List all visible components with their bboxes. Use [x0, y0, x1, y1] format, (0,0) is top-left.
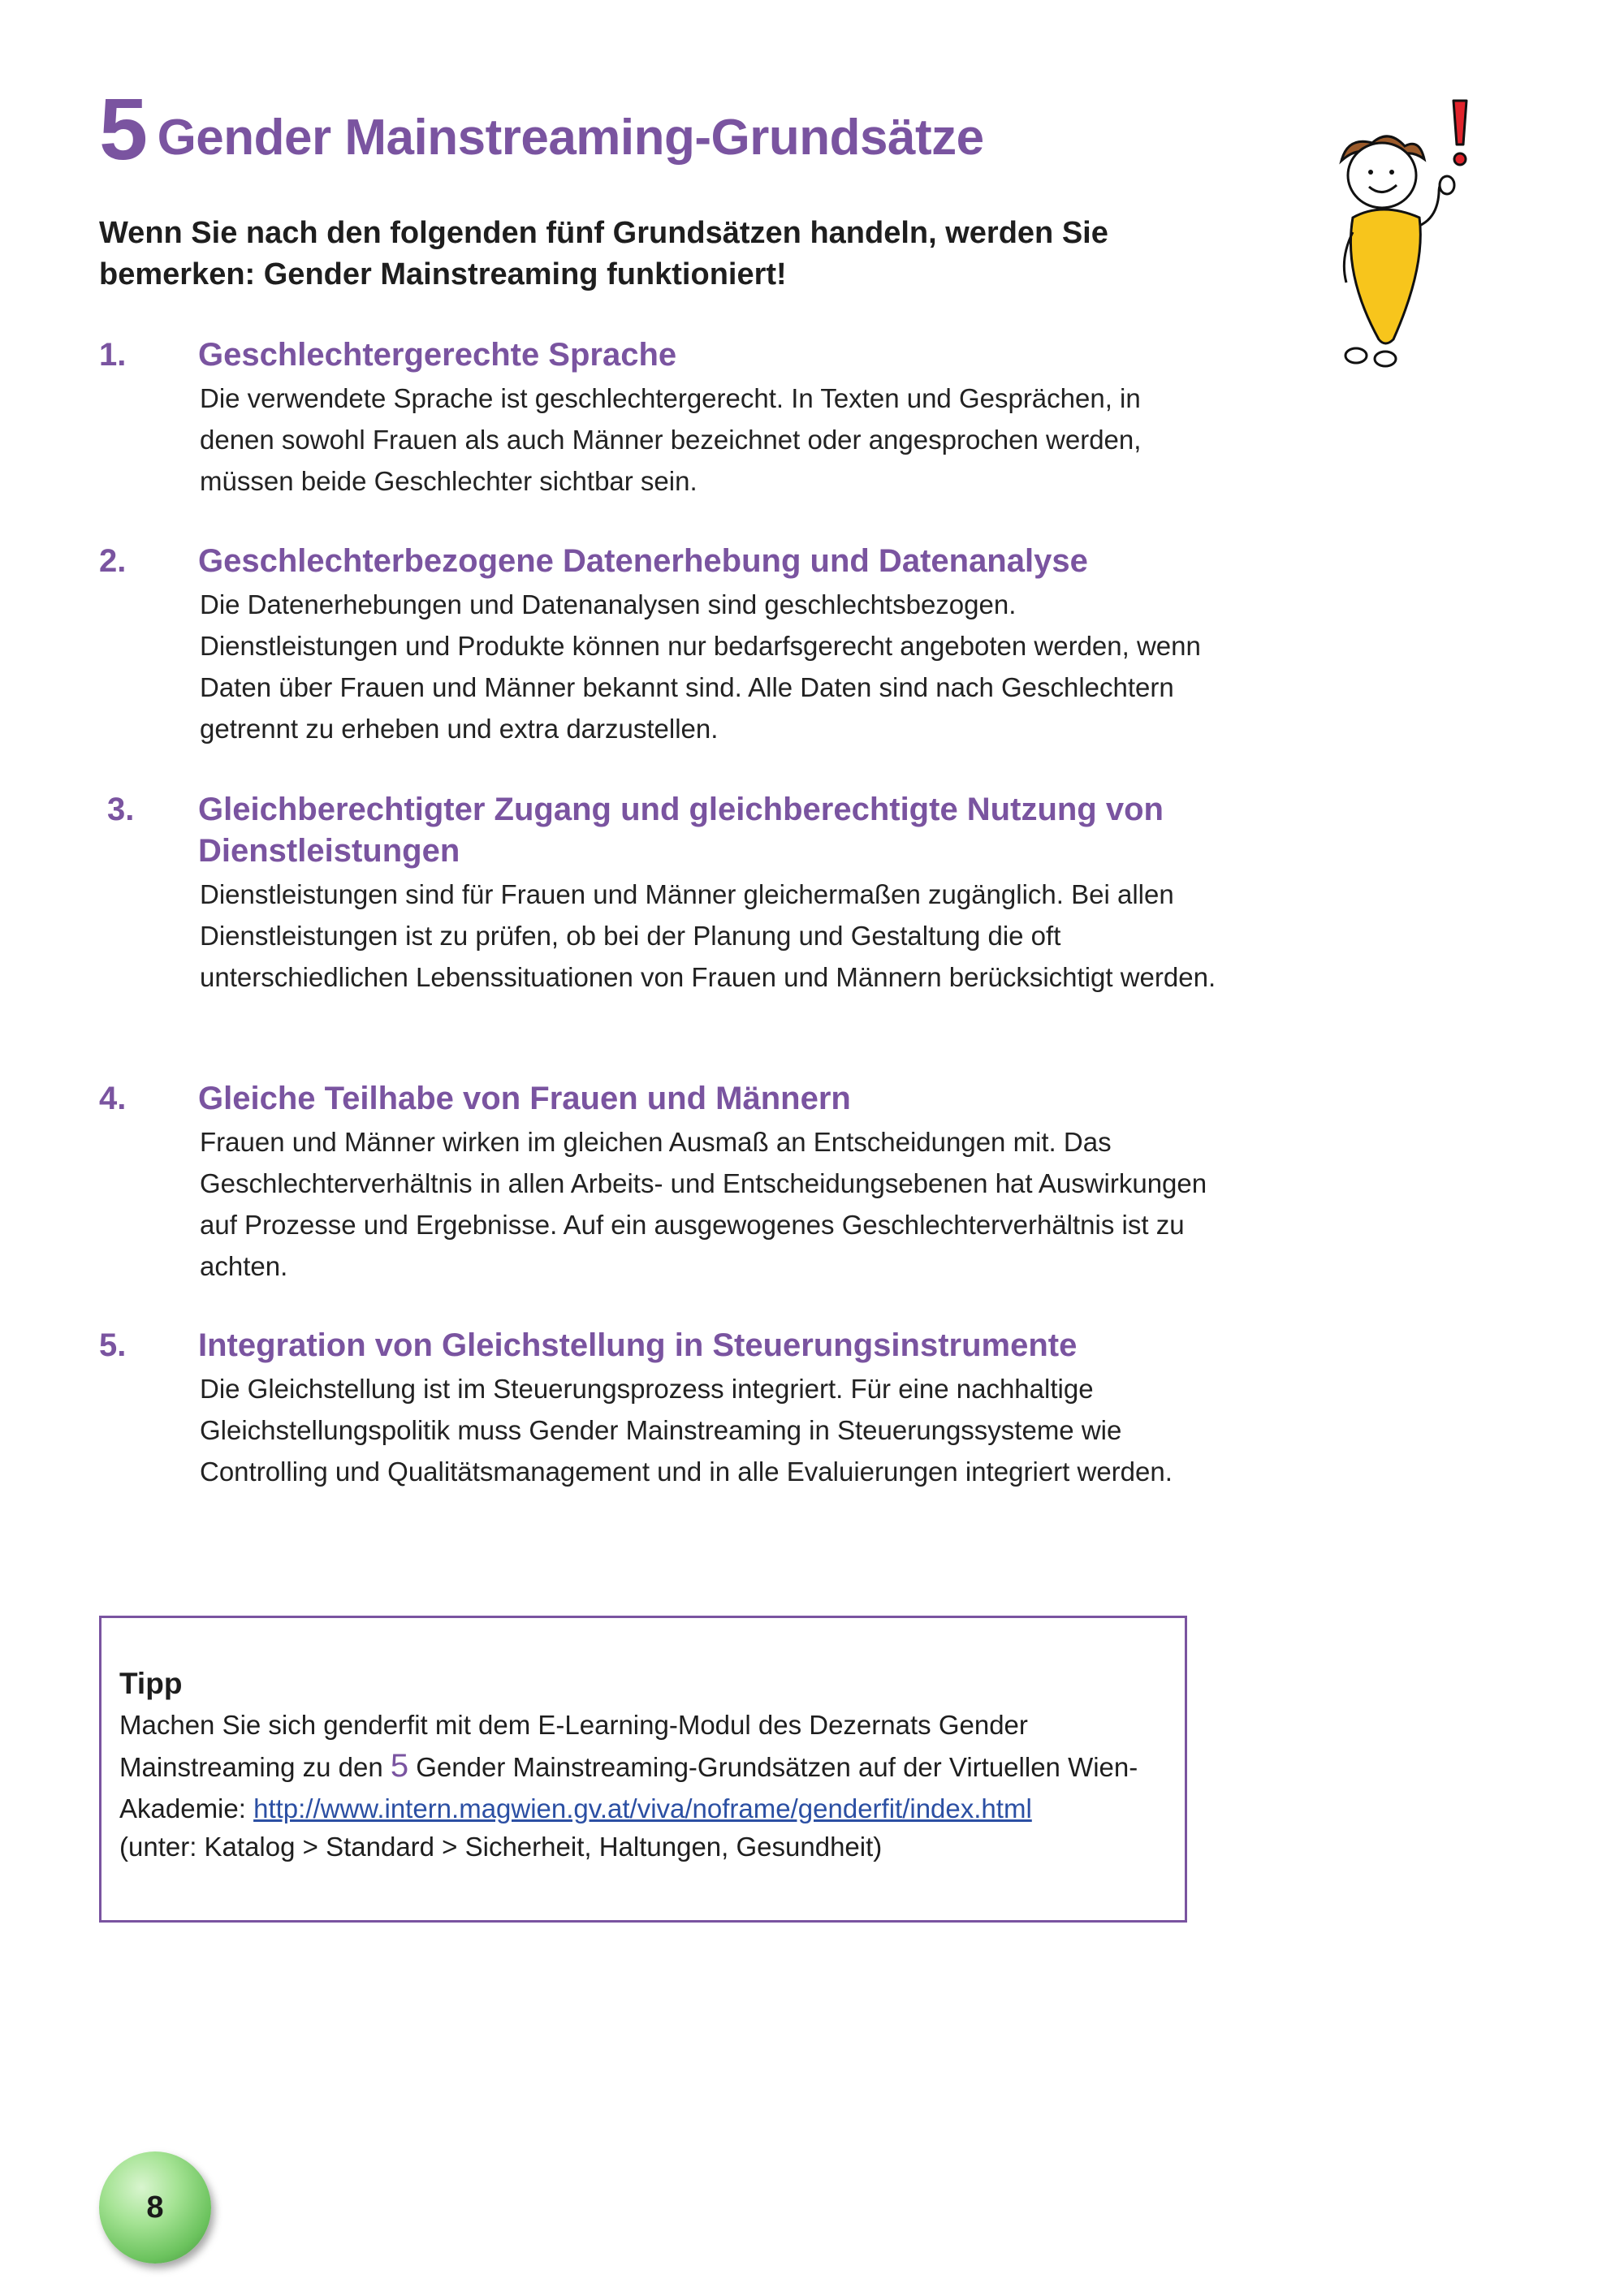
principle-number: 1. [99, 337, 127, 373]
genderfit-link[interactable]: http://www.intern.magwien.gv.at/viva/noframe/genderfit/index.html [253, 1793, 1032, 1823]
page-number: 8 [146, 2190, 164, 2225]
tipp-number: 5 [390, 1748, 409, 1784]
tipp-text-before: Machen Sie sich genderfit mit dem E-Learning-Modul des Dezernats Gender Mainstreaming zu den [119, 1710, 1028, 1782]
cartoon-figure-illustration [1324, 96, 1486, 380]
principle-5 [99, 1325, 1220, 1492]
page-number-badge [99, 2151, 211, 2264]
principle-heading: Geschlechtergerechte Sprache [198, 337, 677, 373]
principle-heading: Integration von Gleichstellung in Steuerungsinstrumente [198, 1327, 1078, 1363]
principle-1 [99, 334, 1220, 502]
page-title [99, 78, 984, 179]
principle-heading: Geschlechterbezogene Datenerhebung und Datenanalyse [198, 543, 1088, 579]
principle-number: 4. [99, 1081, 127, 1116]
principle-body: Dienstleistungen sind für Frauen und Männer gleichermaßen zugänglich. Bei allen Dienstleistungen ist zu prüfen, ob bei der Planung und Gestaltung die oft unterschiedlichen Lebenssituationen von Frauen und Männern berücksichtigt werden. [200, 879, 1216, 992]
principle-4 [99, 1078, 1220, 1287]
principle-number: 2. [99, 543, 127, 579]
figure-body [1350, 209, 1420, 343]
principle-2 [99, 541, 1220, 749]
principle-body: Frauen und Männer wirken im gleichen Ausmaß an Entscheidungen mit. Das Geschlechterverhältnis in allen Arbeits- und Entscheidungsebenen hat Auswirkungen auf Prozesse und Ergebnisse. Auf ein ausgewogenes Geschlechterverhältnis ist zu achten. [200, 1127, 1207, 1281]
tipp-text-after: Gender Mainstreaming-Grundsätzen auf der Virtuellen Wien-Akademie: [119, 1752, 1138, 1823]
figure-foot-left [1345, 348, 1367, 363]
principle-number: 5. [99, 1327, 127, 1363]
exclamation-icon [1453, 101, 1466, 145]
tipp-box [99, 1616, 1187, 1923]
intro-text: Wenn Sie nach den folgenden fünf Grundsätzen handeln, werden Sie bemerken: Gender Mainstreaming funktioniert! [99, 216, 1108, 291]
figure-head [1348, 143, 1416, 208]
figure-foot-right [1375, 352, 1396, 366]
tipp-title: Tipp [119, 1667, 183, 1700]
principle-body: Die Datenerhebungen und Datenanalysen sind geschlechtsbezogen. Dienstleistungen und Produkte können nur bedarfsgerecht angeboten werden, wenn Daten über Frauen und Männer bekannt sind. Alle Daten sind nach Geschlechtern getrennt zu erheben und extra darzustellen. [200, 589, 1201, 744]
tipp-text [119, 1704, 1167, 1829]
principle-body: Die verwendete Sprache ist geschlechtergerecht. In Texten und Gesprächen, in denen sowohl Frauen als auch Männer bezeichnet oder angesprochen werden, müssen beide Geschlechter sichtbar sein. [200, 383, 1142, 496]
principle-3 [99, 789, 1220, 998]
principle-heading: Gleichberechtigter Zugang und gleichberechtigte Nutzung von Dienstleistungen [198, 792, 1164, 869]
exclamation-dot [1454, 153, 1466, 165]
chapter-number: 5 [99, 80, 148, 178]
principle-body: Die Gleichstellung ist im Steuerungsprozess integriert. Für eine nachhaltige Gleichstellungspolitik muss Gender Mainstreaming in Steuerungssysteme wie Controlling und Qualitätsmanagement und in alle Evaluierungen integriert werden. [200, 1374, 1173, 1487]
tipp-catalog-path: (unter: Katalog > Standard > Sicherheit, Haltungen, Gesundheit) [119, 1832, 883, 1862]
principle-heading: Gleiche Teilhabe von Frauen und Männern [198, 1081, 851, 1116]
principle-number: 3. [107, 792, 135, 827]
chapter-title: Gender Mainstreaming-Grundsätze [157, 110, 984, 166]
